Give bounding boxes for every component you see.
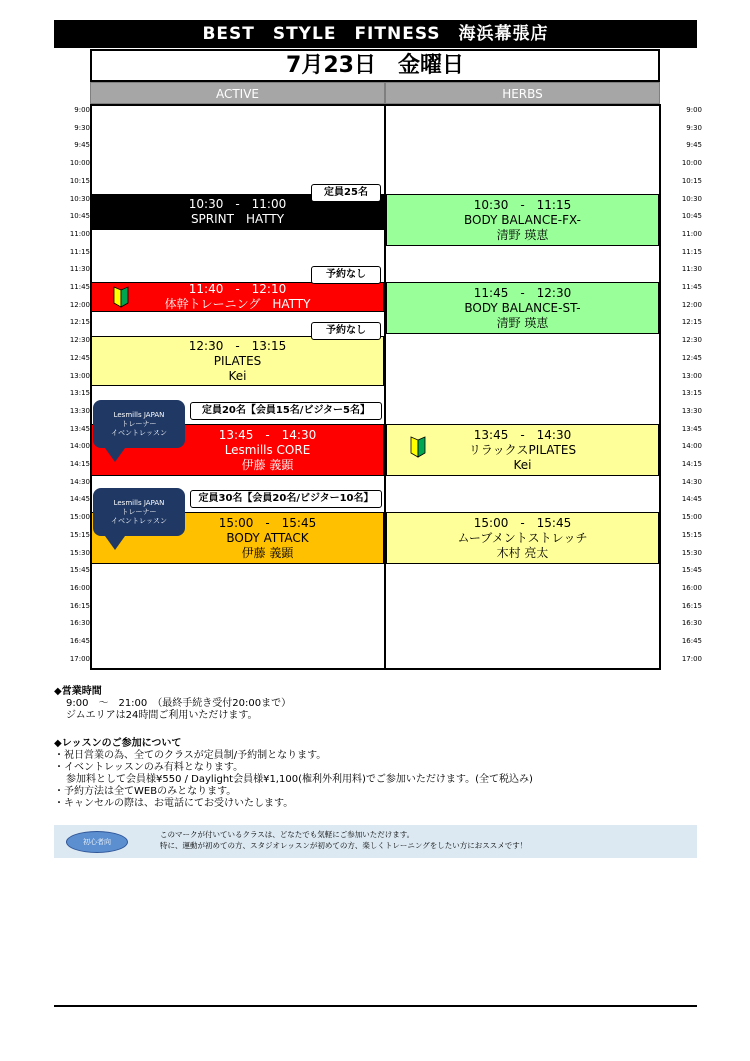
event-bubble-tail (105, 536, 125, 550)
time-label: 12:45 (69, 353, 90, 362)
time-label: 10:00 (681, 159, 702, 168)
time-label: 14:30 (681, 477, 702, 486)
lesson-pilates[interactable] (91, 336, 384, 386)
time-label: 10:45 (681, 212, 702, 221)
time-label: 14:45 (681, 495, 702, 504)
time-label: 16:45 (681, 637, 702, 645)
lesson-name: Lesmills CORE (224, 442, 311, 457)
capacity-tag: 定員20名【会員15名/ビジター5名】 (190, 402, 382, 420)
lesson-time: 15:00 - 15:45 (473, 515, 572, 530)
time-label: 15:45 (69, 566, 90, 575)
legend-line: このマークが付いているクラスは、どなたでも気軽にご参加いただけます。 (160, 830, 415, 839)
time-label: 12:45 (681, 353, 702, 362)
event-bubble-tail (105, 448, 125, 462)
time-label: 13:00 (69, 371, 90, 380)
hours-title: ◆営業時間 (54, 686, 102, 697)
column-header-active: ACTIVE (90, 82, 385, 104)
capacity-tag: 予約なし (311, 266, 381, 284)
time-label: 16:45 (69, 637, 90, 645)
column-header-herbs: HERBS (385, 82, 660, 104)
lesson-name: BODY BALANCE-FX- (464, 212, 581, 227)
lesson-relax-pilates[interactable] (386, 424, 659, 476)
beginner-badge: 初心者向 (66, 831, 128, 853)
lesson-name: ムーブメントストレッチ (457, 530, 588, 545)
lesson-time: 12:30 - 13:15 (188, 338, 287, 353)
lesson-name: リラックスPILATES (468, 442, 577, 457)
lesson-instructor: 木村 亮太 (496, 545, 549, 560)
lesson-info-line: 参加料として会員様¥550 / Daylight会員様¥1,100(権利外利用料)でご参加いただけます。(全て税込み) (66, 774, 533, 785)
time-label: 17:00 (681, 654, 702, 663)
legend-line: 特に、運動が初めての方、スタジオレッスンが初めての方、楽しくトレーニングをしたい方におススメです！ (160, 841, 528, 850)
lesson-name: BODY ATTACK (226, 530, 309, 545)
time-label: 12:15 (681, 318, 702, 327)
time-label: 11:45 (69, 283, 90, 291)
time-label: 12:30 (69, 336, 90, 345)
time-label: 10:15 (681, 176, 702, 185)
time-label: 16:30 (681, 619, 702, 628)
time-label: 13:45 (681, 424, 702, 433)
hours-line: 9:00 ～ 21:00 （最終手続き受付20:00まで） (66, 698, 292, 709)
lesson-instructor: 清野 瑛恵 (496, 227, 549, 242)
time-label: 10:45 (69, 212, 90, 221)
lesson-instructor: Kei (228, 368, 247, 383)
lesson-name: BODY BALANCE-ST- (464, 300, 581, 315)
time-label: 15:30 (69, 548, 90, 557)
time-label: 14:45 (69, 495, 90, 504)
herbs-column (384, 104, 661, 670)
title-bar: BEST STYLE FITNESS 海浜幕張店 (54, 20, 697, 48)
time-label: 9:45 (74, 141, 90, 150)
event-bubble-line2: トレーナー (121, 507, 157, 516)
time-label: 13:15 (69, 389, 90, 398)
time-label: 16:00 (69, 583, 90, 592)
time-label: 13:00 (681, 371, 702, 380)
time-label: 11:00 (69, 229, 90, 238)
time-label: 15:15 (681, 530, 702, 539)
time-label: 11:45 (681, 283, 702, 291)
time-label: 14:15 (69, 460, 90, 468)
time-label: 15:00 (681, 513, 702, 522)
time-label: 13:30 (681, 406, 702, 415)
time-label: 11:15 (681, 247, 702, 256)
time-label: 11:15 (69, 247, 90, 256)
lesson-time: 11:40 - 12:10 (188, 282, 287, 296)
time-label: 11:30 (681, 265, 702, 274)
lesson-instructor: 清野 瑛恵 (496, 315, 549, 330)
beginner-mark-icon (410, 436, 426, 458)
time-label: 12:15 (69, 318, 90, 327)
time-label: 17:00 (69, 654, 90, 663)
lesson-time: 15:00 - 15:45 (218, 515, 317, 530)
event-bubble (93, 488, 185, 550)
time-label: 16:15 (69, 601, 90, 610)
footer-divider (54, 1005, 697, 1007)
lesson-time: 10:30 - 11:15 (473, 197, 572, 212)
time-label: 9:45 (686, 141, 702, 150)
lesson-time: 13:45 - 14:30 (218, 427, 317, 442)
time-label: 12:00 (69, 300, 90, 309)
time-label: 10:30 (681, 194, 702, 203)
lesson-info (54, 738, 533, 810)
lesson-instructor: 伊藤 義顕 (241, 545, 294, 560)
time-label: 10:00 (69, 159, 90, 168)
lesson-bodybalance-st[interactable] (386, 282, 659, 334)
time-label: 16:15 (681, 601, 702, 610)
lesson-name: 体幹トレーニング HATTY (164, 297, 311, 311)
lesson-info-title: ◆レッスンのご参加について (54, 738, 182, 749)
beginner-mark-icon (113, 286, 129, 308)
time-label: 16:00 (681, 583, 702, 592)
lesson-info-line: ・キャンセルの際は、お電話にてお受けいたします。 (54, 798, 294, 809)
capacity-tag: 定員30名【会員20名/ビジター10名】 (190, 490, 382, 508)
time-label: 14:15 (681, 460, 702, 468)
legend-text (160, 829, 527, 851)
lesson-time: 13:45 - 14:30 (473, 427, 572, 442)
event-bubble-body (93, 400, 185, 448)
time-label: 15:00 (69, 513, 90, 522)
time-label: 11:00 (681, 229, 702, 238)
time-label: 14:00 (681, 442, 702, 451)
lesson-info-line: ・イベントレッスンのみ有料となります。 (54, 762, 244, 773)
lesson-name: PILATES (213, 353, 262, 368)
time-label: 16:30 (69, 619, 90, 628)
event-bubble-line1: Lesmills JAPAN (113, 410, 165, 419)
time-label: 9:00 (74, 106, 90, 114)
event-bubble (93, 400, 185, 462)
time-label: 15:30 (681, 548, 702, 557)
lesson-instructor: 伊藤 義顕 (241, 457, 294, 472)
business-hours (54, 686, 291, 722)
lesson-bodybalance-fx[interactable] (386, 194, 659, 246)
lesson-time: 11:45 - 12:30 (473, 285, 572, 300)
time-label: 13:30 (69, 406, 90, 415)
capacity-tag: 予約なし (311, 322, 381, 340)
time-label: 12:00 (681, 300, 702, 309)
time-label: 11:30 (69, 265, 90, 274)
lesson-movement-stretch[interactable] (386, 512, 659, 564)
event-bubble-line2: トレーナー (121, 419, 157, 428)
time-label: 10:30 (69, 194, 90, 203)
time-label: 9:30 (686, 123, 702, 132)
hours-line: ジムエリアは24時間ご利用いただけます。 (66, 710, 258, 721)
time-label: 12:30 (681, 336, 702, 345)
lesson-taikan[interactable] (91, 282, 384, 312)
event-bubble-body (93, 488, 185, 536)
lesson-time: 10:30 - 11:00 (188, 197, 287, 211)
capacity-tag: 定員25名 (311, 184, 381, 202)
lesson-info-line: ・予約方法は全てWEBのみとなります。 (54, 786, 237, 797)
date-heading: 7月23日 金曜日 (90, 49, 660, 82)
time-label: 9:00 (686, 106, 702, 114)
time-label: 9:30 (74, 123, 90, 132)
time-label: 14:00 (69, 442, 90, 451)
time-label: 13:15 (681, 389, 702, 398)
time-label: 14:30 (69, 477, 90, 486)
event-bubble-line3: イベントレッスン (111, 516, 167, 525)
event-bubble-line3: イベントレッスン (111, 428, 167, 437)
lesson-instructor: Kei (513, 457, 532, 472)
time-label: 15:45 (681, 566, 702, 575)
time-label: 10:15 (69, 176, 90, 185)
time-label: 15:15 (69, 530, 90, 539)
time-label: 13:45 (69, 424, 90, 433)
lesson-info-line: ・祝日営業の為、全てのクラスが定員制/予約制となります。 (54, 750, 327, 761)
event-bubble-line1: Lesmills JAPAN (113, 498, 165, 507)
lesson-name: SPRINT HATTY (190, 212, 285, 226)
